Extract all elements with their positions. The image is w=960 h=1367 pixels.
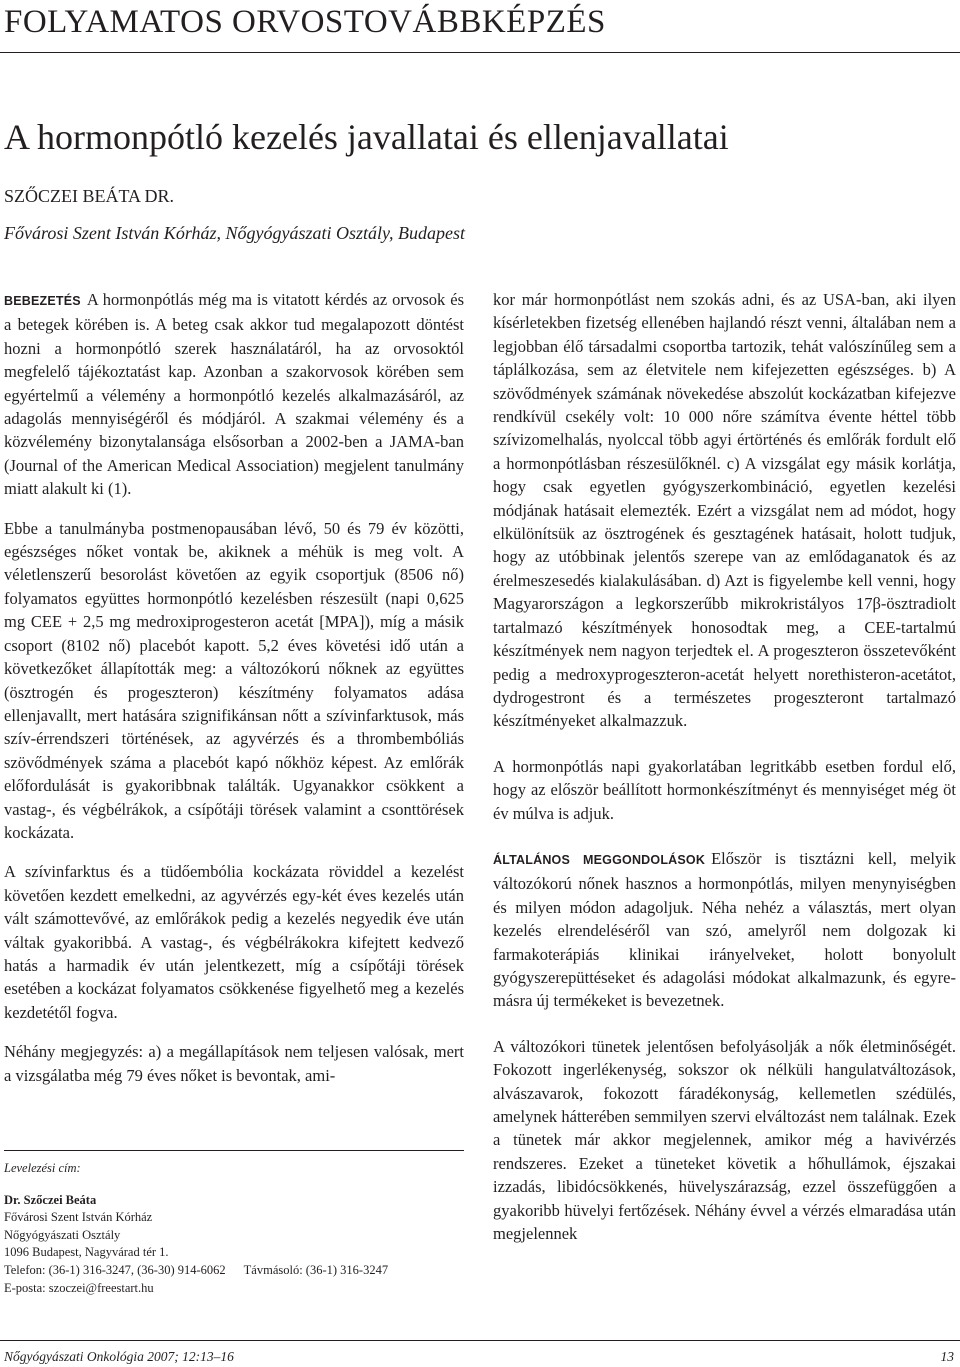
left-paragraph-2: Ebbe a tanulmányba postmenopausában lévő, 50 és 79 év közötti, egészséges nőket vontak be, akiknek a méhük is meg volt. A véletlenszerű besorolást követően az egyik csoportjuk (8506 nő) folyamatos együttes hormonpótló kezelésben részesült (napi 0,625 mg CEE + 2,5 mg medroxiprogesteron acetát [MPA]), míg a másik csoport (8102 nő) placebót kapott. 5,2 éves követési idő után a következőket állapították meg: a változókorú nőknek az együttes (ösztrogén és progeszteron) készítmény folyamatos adása ellenjavallt, mert hatására szignifikánsan nőtt a szívinfarktusok, más szív-érrendszeri történések, az agyvérzés és a thrombembóliás szövődmények száma a placebót kapó nőkhöz képest. Az emlőrák előfordulását is gyakoribbnak találták. Ugyanakkor csökkent a vastag-, és végbélrákok, a csípőtáji törések valamint a csonttörések kockázata.	[4, 518, 464, 842]
correspondence-phone: Telefon: (36-1) 316-3247, (36-30) 914-6062	[4, 1262, 226, 1277]
correspondence-fax: Távmásoló: (36-1) 316-3247	[243, 1262, 389, 1277]
intro-paragraph	[4, 288, 464, 501]
journal-citation: Nőgyógyászati Onkológia 2007; 12:13–16	[4, 1349, 234, 1364]
author: SZŐCZEI BEÁTA DR.	[4, 186, 175, 206]
right-paragraph-1: kor már hormonpótlást nem szokás adni, és az USA-ban, aki ilyen kísérletekben fizetség ellenében hajlandó részt venni, általában nem a legjobban élő társadalmi csoportba tartozik, tehát valószínűleg sem a táplálkozása, sem az életvitele nem kifejezetten egészséges. b) A szövődmények számának növekedése abszolút kockázatban kifejezve rendkívül csekély volt: 10 000 nőre számítva évente héttel több szívizomelhalás, nyolccal több agyi értörténés és emlőrák fordult elő a hormonpótlásban részesülőknél. c) A vizsgálat egy másik korlátja, hogy csak egyetlen gyógyszerkombináció, egyetlen kezelési módjának hatásait elemezték. Ezért a vizsgálat nem ad módot, hogy elkülönítsük az ösztrogének és gesztagének hatásait, holott tudjuk, hogy az utóbbinak jelentős szerepe van az emlődaganatok és az érelmeszesedés kialakulásában. d) Azt is figyelembe kell venni, hogy Magyarországon a legkorszerűbb mikrokristályos 17β-ösztradiolt tartalmazó készítmények honosodtak meg, a CEE-tartalmú készítmények nem nagyon terjedtek el. A progeszteron összetevőként pedig a medroxyprogeszteron-acetát helyett norethisteron-acetátot, dydrogestront és a természetes progeszteront tartalmazó készítményeket alkalmazzuk.	[493, 290, 956, 731]
correspondence-email: E-posta: szoczei@freestart.hu	[4, 1280, 154, 1295]
correspondence-label: Levelezési cím:	[4, 1161, 81, 1175]
intro-text: A hormonpótlás még ma is vitatott kérdés az orvosok és a betegek körében is. A beteg csak akkor tud megalapozott döntést hozni a hormonpótló szerek használatáról, ha az orvosoktól megfelelő tájékoztatást kap. Azonban a szakorvosok körében sem egyértelmű a vélemény a hormonpótló kezelés alkalmazásáról, az adagolás mennyiségéről és módjáról. A szakmai vélemény és a közvélemény bizonytalansága elsősorban a 2002-ben a JAMA-ban (Journal of the American Medical Association) megjelent tanulmány miatt alakult ki (1).	[4, 290, 464, 499]
header-rule	[0, 52, 960, 53]
left-paragraph-4: Néhány megjegyzés: a) a megállapítások nem teljesen valósak, mert a vizsgálatba még 79 éves nőket is bevontak, ami-	[4, 1042, 464, 1085]
section-header: FOLYAMATOS ORVOSTOVÁBBKÉPZÉS	[4, 4, 606, 40]
right-column	[493, 288, 956, 1245]
footer-rule	[0, 1340, 960, 1341]
right-paragraph-2: A hormonpótlás napi gyakorlatában legritkább esetben fordul elő, hogy az először beállított hormonkészítményt és mennyiséget még öt év múlva is adjuk.	[493, 756, 956, 823]
right-paragraph-4: A változókori tünetek jelentősen befolyásolják a nők életminőségét. Fokozott ingerlékenység, sokszor ok nélküli hangulatváltozások, alvászavarok, fokozott fáradékonyság, kellemetlen szédülés, amelynek hátterében semmilyen szervi elváltozást nem találnak. Ezek a tünetek már akkor megjelennek, amikor még a havivérzés rendszeres. Ezeket a tüneteket követik a hőhullámok, éjszakai izzadás, libidócsökkenés, hüvelyszárazság, ezzel összefüggően a gyakoribb hüvelyi fertőzések. Néhány évvel a vérzés elmaradása után megjelennek	[493, 1036, 956, 1244]
general-text: Először is tisztázni kell, melyik változókorú nőnek hasznos a hormonpótlás, milyen menynyiségben és milyen módon adagoljuk. Néha nehéz a választás, mert olyan kezelés elrendeléséről van szó, amelyről nem dolgozak ki farmakoterápiás klinikai irányelveket, holott bonyolult gyógyszerepüttéseket és adagolási módokat alkalmazunk, és egyre-másra új termékeket is bevezetnek.	[493, 848, 956, 1011]
general-paragraph	[493, 847, 956, 1013]
correspondence-line-3: 1096 Budapest, Nagyvárad tér 1.	[4, 1245, 169, 1260]
general-lead: ÁLTALÁNOS MEGGONDOLÁSOK	[493, 852, 706, 867]
article-title: A hormonpótló kezelés javallatai és ellenjavallatai	[4, 117, 729, 157]
correspondence-rule	[4, 1150, 464, 1151]
correspondence-block	[4, 1160, 474, 1297]
intro-lead: BEBEZETÉS	[4, 294, 81, 308]
correspondence-line-2: Nőgyógyászati Osztály	[4, 1227, 121, 1242]
affiliation: Fővárosi Szent István Kórház, Nőgyógyászati Osztály, Budapest	[4, 223, 465, 243]
page-number: 13	[940, 1349, 954, 1364]
correspondence-line-1: Fővárosi Szent István Kórház	[4, 1210, 153, 1225]
correspondence-contact	[4, 1262, 474, 1280]
left-paragraph-3: A szívinfarktus és a tüdőembólia kockázata röviddel a kezelést követően kezdett emelkedni, az agyvérzés egy-két éves kezelés után vált számottevővé, az emlőrákok pedig a kezelés negyedik éve után váltak gyakoribbá. A vastag-, és végbélrákokra kifejtett kedvező hatás a harmadik év után jelentkezett, míg a csípőtáji törések esetében a kockázat folyamatos csökkenése figyelhető meg a kezelés kezdetétől fogva.	[4, 862, 464, 1022]
correspondence-name: Dr. Szőczei Beáta	[4, 1192, 97, 1207]
left-column	[4, 288, 464, 1087]
